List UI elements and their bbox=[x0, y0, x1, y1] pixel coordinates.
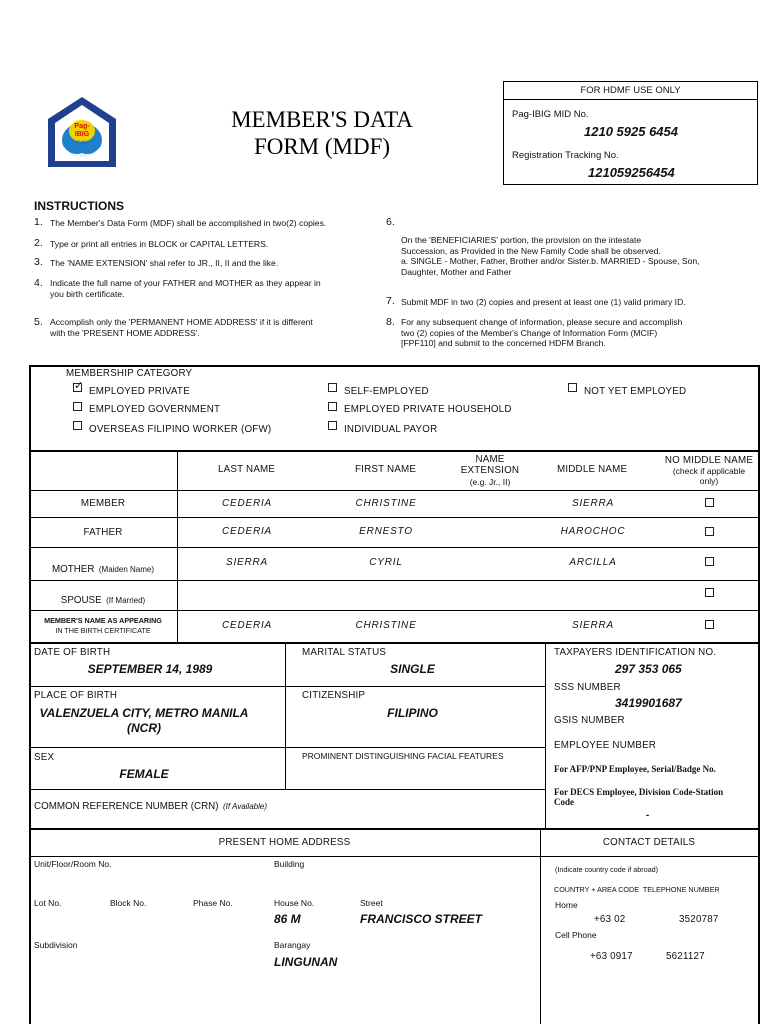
instruction-number: 5. bbox=[34, 316, 43, 328]
instruction-text: The 'NAME EXTENSION' shal refer to JR., II, II and the like. bbox=[50, 258, 279, 268]
barangay-label: Barangay bbox=[274, 940, 311, 950]
no-middle-name-checkbox[interactable] bbox=[705, 620, 714, 629]
last-name-value[interactable]: SIERRA bbox=[225, 557, 269, 568]
instruction-number: 2. bbox=[34, 237, 43, 249]
col-header-ext-3: (e.g. Jr., II) bbox=[469, 477, 511, 487]
option-label: EMPLOYED GOVERNMENT bbox=[89, 404, 221, 415]
first-name-value[interactable]: CHRISTINE bbox=[355, 620, 417, 631]
instruction-number: 1. bbox=[34, 216, 43, 228]
instruction-text: a. SINGLE - Mother, Father, Brother and/or Sister.b. MARRIED - Spouse, Son, bbox=[401, 256, 700, 266]
checkbox-checked-icon[interactable] bbox=[73, 383, 82, 392]
checkbox-icon[interactable] bbox=[328, 402, 337, 411]
instruction-text: with the 'PRESENT HOME ADDRESS'. bbox=[50, 328, 200, 338]
first-name-value[interactable]: CHRISTINE bbox=[355, 498, 417, 509]
cell-country-code[interactable]: +63 0917 bbox=[590, 951, 633, 962]
no-middle-name-checkbox[interactable] bbox=[705, 557, 714, 566]
instruction-text: Submit MDF in two (2) copies and present at least one (1) valid primary ID. bbox=[401, 297, 686, 307]
subdivision-label: Subdivision bbox=[34, 940, 78, 950]
facial-features-label: PROMINENT DISTINGUISHING FACIAL FEATURES bbox=[302, 751, 504, 761]
home-country-code[interactable]: +63 02 bbox=[594, 914, 626, 925]
option-label: EMPLOYED PRIVATE bbox=[89, 386, 190, 397]
svg-text:Pag-: Pag- bbox=[74, 123, 90, 130]
street-label: Street bbox=[360, 898, 383, 908]
col-header-ext-2: EXTENSION bbox=[460, 465, 520, 476]
instruction-text: On the 'BENEFICIARIES' portion, the provision on the intestate bbox=[401, 235, 642, 245]
row-label-line-2: IN THE BIRTH CERTIFICATE bbox=[55, 626, 151, 635]
instruction-text: Daughter, Mother and Father bbox=[401, 267, 512, 277]
last-name-value[interactable]: CEDERIA bbox=[221, 526, 273, 537]
title-line-1: MEMBER'S DATA bbox=[231, 107, 413, 132]
pag-ibig-logo bbox=[46, 95, 118, 169]
title-line-2: FORM (MDF) bbox=[253, 134, 391, 159]
checkbox-icon[interactable] bbox=[568, 383, 577, 392]
building-label: Building bbox=[274, 859, 305, 869]
cell-phone-label: Cell Phone bbox=[555, 930, 597, 940]
row-label-small: (If Married) bbox=[106, 596, 146, 605]
instruction-text: two (2) copies of the Member's Change of Information Form (MCIF) bbox=[401, 328, 658, 338]
middle-name-value[interactable]: SIERRA bbox=[571, 498, 615, 509]
dob-label: DATE OF BIRTH bbox=[34, 647, 111, 658]
cell-phone-number[interactable]: 5621127 bbox=[666, 951, 705, 962]
instruction-number: 6. bbox=[386, 216, 395, 228]
last-name-value[interactable]: CEDERIA bbox=[221, 620, 273, 631]
instruction-text: you birth certificate. bbox=[50, 289, 125, 299]
barangay-value[interactable]: LINGUNAN bbox=[274, 955, 338, 969]
street-value[interactable]: FRANCISCO STREET bbox=[360, 912, 483, 926]
marital-status-label: MARITAL STATUS bbox=[302, 647, 387, 658]
mid-label: Pag-IBIG MID No. bbox=[512, 109, 589, 120]
tin-value[interactable]: 297 353 065 bbox=[615, 662, 682, 676]
option-label: SELF-EMPLOYED bbox=[344, 386, 429, 397]
hdmf-use-only-box bbox=[503, 81, 758, 185]
option-label: INDIVIDUAL PAYOR bbox=[344, 424, 438, 435]
first-name-value[interactable]: CYRIL bbox=[369, 557, 403, 568]
rtn-label: Registration Tracking No. bbox=[512, 150, 619, 161]
crn-label-small: (If Available) bbox=[222, 802, 267, 811]
instructions-title: INSTRUCTIONS bbox=[34, 199, 124, 213]
col-header-no-middle-2: (check if applicable bbox=[672, 466, 746, 476]
mid-value: 1210 5925 6454 bbox=[584, 124, 678, 139]
col-header-no-middle-3: only) bbox=[699, 476, 719, 486]
sss-label: SSS NUMBER bbox=[554, 682, 621, 693]
citizenship-value[interactable]: FILIPINO bbox=[387, 706, 438, 720]
marital-status-value[interactable]: SINGLE bbox=[390, 662, 435, 676]
house-label: House No. bbox=[274, 898, 315, 908]
svg-text:FUND: FUND bbox=[77, 140, 87, 144]
col-header-middle-name: MIDDLE NAME bbox=[557, 464, 628, 475]
instruction-number: 4. bbox=[34, 277, 43, 289]
rtn-value: 121059256454 bbox=[588, 165, 675, 180]
svg-text:IBIG: IBIG bbox=[74, 131, 90, 138]
present-home-address-header: PRESENT HOME ADDRESS bbox=[218, 837, 351, 848]
no-middle-name-checkbox[interactable] bbox=[705, 588, 714, 597]
checkbox-icon[interactable] bbox=[73, 421, 82, 430]
checkbox-icon[interactable] bbox=[328, 383, 337, 392]
row-label-small: (Maiden Name) bbox=[98, 565, 155, 574]
contact-details-header: CONTACT DETAILS bbox=[602, 837, 696, 848]
decs-label-line-1: For DECS Employee, Division Code-Station bbox=[554, 787, 724, 797]
row-label: FATHER bbox=[83, 527, 123, 538]
dob-value[interactable]: SEPTEMBER 14, 1989 bbox=[87, 662, 213, 676]
pob-value-line-2[interactable]: (NCR) bbox=[127, 721, 161, 735]
pob-label: PLACE OF BIRTH bbox=[34, 690, 118, 701]
checkbox-icon[interactable] bbox=[328, 421, 337, 430]
membership-category-title: MEMBERSHIP CATEGORY bbox=[66, 368, 193, 379]
instruction-text: Succession, as Provided in the New Family Code shall be observed. bbox=[401, 246, 661, 256]
sex-value[interactable]: FEMALE bbox=[119, 767, 169, 781]
contact-columns-header: COUNTRY + AREA CODE TELEPHONE NUMBER bbox=[554, 885, 720, 894]
no-middle-name-checkbox[interactable] bbox=[705, 498, 714, 507]
sex-label: SEX bbox=[34, 752, 55, 763]
employee-number-label: EMPLOYEE NUMBER bbox=[554, 740, 657, 751]
crn-label-group bbox=[34, 796, 267, 814]
gsis-label: GSIS NUMBER bbox=[554, 715, 625, 726]
decs-label-line-2: Code bbox=[554, 797, 574, 807]
instruction-number: 3. bbox=[34, 256, 43, 268]
country-code-note: (Indicate country code if abroad) bbox=[555, 865, 659, 874]
row-label: SPOUSE bbox=[60, 595, 102, 606]
tin-label: TAXPAYERS IDENTIFICATION NO. bbox=[554, 647, 717, 658]
option-label: EMPLOYED PRIVATE HOUSEHOLD bbox=[344, 404, 512, 415]
instruction-text: [FPF110] and submit to the concerned HDFM Branch. bbox=[401, 338, 606, 348]
checkbox-icon[interactable] bbox=[73, 402, 82, 411]
middle-name-value[interactable]: SIERRA bbox=[571, 620, 615, 631]
middle-name-value[interactable]: ARCILLA bbox=[569, 557, 617, 568]
home-phone-number[interactable]: 3520787 bbox=[679, 914, 719, 925]
option-label: NOT YET EMPLOYED bbox=[584, 386, 687, 397]
page-title bbox=[200, 106, 444, 160]
instruction-text: Indicate the full name of your FATHER and MOTHER as they appear in bbox=[50, 278, 321, 288]
instruction-number: 8. bbox=[386, 316, 395, 328]
col-header-first-name: FIRST NAME bbox=[355, 464, 417, 475]
citizenship-label: CITIZENSHIP bbox=[302, 690, 366, 701]
no-middle-name-checkbox[interactable] bbox=[705, 527, 714, 536]
first-name-value[interactable]: ERNESTO bbox=[359, 526, 413, 537]
instruction-text: The Member's Data Form (MDF) shall be accomplished in two(2) copies. bbox=[50, 218, 327, 228]
row-label-group bbox=[29, 559, 177, 577]
instruction-number: 7. bbox=[386, 295, 395, 307]
col-header-no-middle: NO MIDDLE NAME bbox=[664, 455, 754, 466]
last-name-value[interactable]: CEDERIA bbox=[221, 498, 273, 509]
instruction-text: For any subsequent change of information, please secure and accomplish bbox=[401, 317, 683, 327]
unit-label: Unit/Floor/Room No. bbox=[34, 859, 112, 869]
hdmf-header: FOR HDMF USE ONLY bbox=[504, 82, 757, 100]
option-label: OVERSEAS FILIPINO WORKER (OFW) bbox=[89, 424, 272, 435]
pob-value-line-1[interactable]: VALENZUELA CITY, METRO MANILA bbox=[39, 706, 249, 720]
instruction-text: Type or print all entries in BLOCK or CAPITAL LETTERS. bbox=[50, 239, 269, 249]
home-phone-label: Home bbox=[555, 900, 578, 910]
row-label: MEMBER bbox=[80, 498, 126, 509]
col-header-last-name: LAST NAME bbox=[218, 464, 276, 475]
afp-pnp-label: For AFP/PNP Employee, Serial/Badge No. bbox=[554, 764, 716, 774]
lot-label: Lot No. bbox=[34, 898, 62, 908]
block-label: Block No. bbox=[110, 898, 147, 908]
row-label: MOTHER bbox=[51, 564, 95, 575]
phase-label: Phase No. bbox=[193, 898, 233, 908]
instruction-text: Accomplish only the 'PERMANENT HOME ADDRESS' if it is different bbox=[50, 317, 313, 327]
middle-name-value[interactable]: HAROCHOC bbox=[560, 526, 626, 537]
col-header-ext-1: NAME bbox=[475, 454, 505, 465]
row-label-group bbox=[29, 590, 177, 608]
decs-value[interactable]: - bbox=[646, 810, 650, 821]
row-label-line-1: MEMBER'S NAME AS APPEARING bbox=[44, 616, 162, 625]
sss-value[interactable]: 3419901687 bbox=[615, 696, 682, 710]
crn-label: COMMON REFERENCE NUMBER (CRN) bbox=[34, 801, 219, 812]
house-value[interactable]: 86 M bbox=[274, 912, 301, 926]
